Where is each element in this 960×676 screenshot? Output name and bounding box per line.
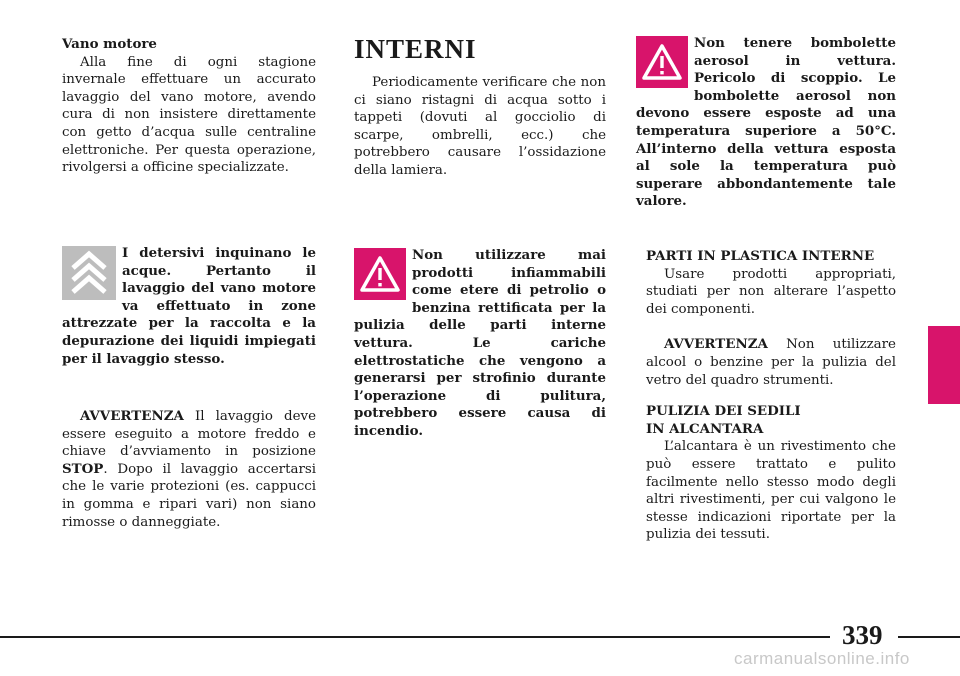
plastic-heading: PARTI IN PLASTICA INTERNE <box>646 248 875 264</box>
aerosol-warning-note <box>636 35 896 211</box>
stop-position-label: STOP <box>62 460 104 477</box>
flammable-warning-text: Non utilizzare mai prodotti infiammabili come etere di petrolio o benzina rettificata per la pulizia delle parti interne vettura. Le cariche elettrostatiche che vengono a generarsi per strofinio durante l’operazione di pulitura, potrebbero essere causa di incendio. <box>354 247 606 439</box>
alcantara-paragraph: L’alcantara è un rivestimento che può essere trattato e pulito facilmente nello stesso modo degli altri rivestimenti, per cui valgono le stesse indicazioni riportate per la pulizia dei tessuti. <box>646 439 896 543</box>
warn-icon-spacer <box>354 249 406 301</box>
plastic-warning-text: Non utilizzare alcool o benzine per la pulizia del vetro del quadro strumenti. <box>646 337 896 388</box>
aerosol-warning-text: Non tenere bombolette aerosol in vettura. Pericolo di scoppio. Le bombolette aerosol non devono essere esposte ad una temperatura superiore a 50°C. All’interno della vettura esposta al sole la temperatura può superare abbondantemente tale valore. <box>636 35 896 210</box>
footer-rule-left <box>0 636 830 638</box>
plastic-paragraph: Usare prodotti appropriati, studiati per non alterare l’aspetto dei componenti. <box>646 266 896 317</box>
flammable-warning-note <box>354 247 606 441</box>
engine-warning-label: AVVERTENZA <box>80 408 184 424</box>
engine-warning-text-2: . Dopo il lavaggio accertarsi che le varie protezioni (es. cappucci in gomma e ripari vari) non siano rimosse o danneggiate. <box>62 461 316 530</box>
engine-warning <box>62 408 316 531</box>
alcantara-heading-line-2: IN ALCANTARA <box>646 420 764 437</box>
interni-section <box>354 34 606 180</box>
eco-note-text: I detersivi inquinano le acque. Pertanto il lavaggio del vano motore va effettuato in zone attrezzate per la raccolta e la depurazione dei liquidi impiegati per il lavaggio stesso. <box>62 245 316 367</box>
page-title: INTERNI <box>354 34 477 64</box>
interni-intro: Periodicamente verificare che non ci siano ristagni di acqua sotto i tappeti (dovuti al gocciolio di scarpe, ombrelli, ecc.) che potrebbero causare l’ossidazione della lamiera. <box>354 75 606 178</box>
engine-heading: Vano motore <box>62 36 157 52</box>
engine-paragraph: Alla fine di ogni stagione invernale effettuare un accurato lavaggio del vano motore, avendo cura di non insistere direttamente con getto d’acqua sulle centraline elettroniche. Per questa operazione, rivolgersi a officine specializzate. <box>62 54 316 176</box>
aerosol-icon-spacer <box>636 37 688 89</box>
watermark: carmanualsonline.info <box>734 649 910 668</box>
engine-warning-text-1: Il lavaggio deve essere eseguito a motore freddo e chiave d’avviamento in posizione <box>62 409 316 460</box>
footer-rule-right <box>898 636 960 638</box>
plastic-warning-label: AVVERTENZA <box>664 336 768 353</box>
engine-section <box>62 36 316 177</box>
alcantara-heading-line-1: PULIZIA DEI SEDILI <box>646 403 801 420</box>
eco-icon-spacer <box>62 247 116 299</box>
eco-note <box>62 245 316 368</box>
plastic-section <box>646 248 896 544</box>
page-number: 339 <box>842 620 883 650</box>
section-tab-marker <box>928 326 960 404</box>
